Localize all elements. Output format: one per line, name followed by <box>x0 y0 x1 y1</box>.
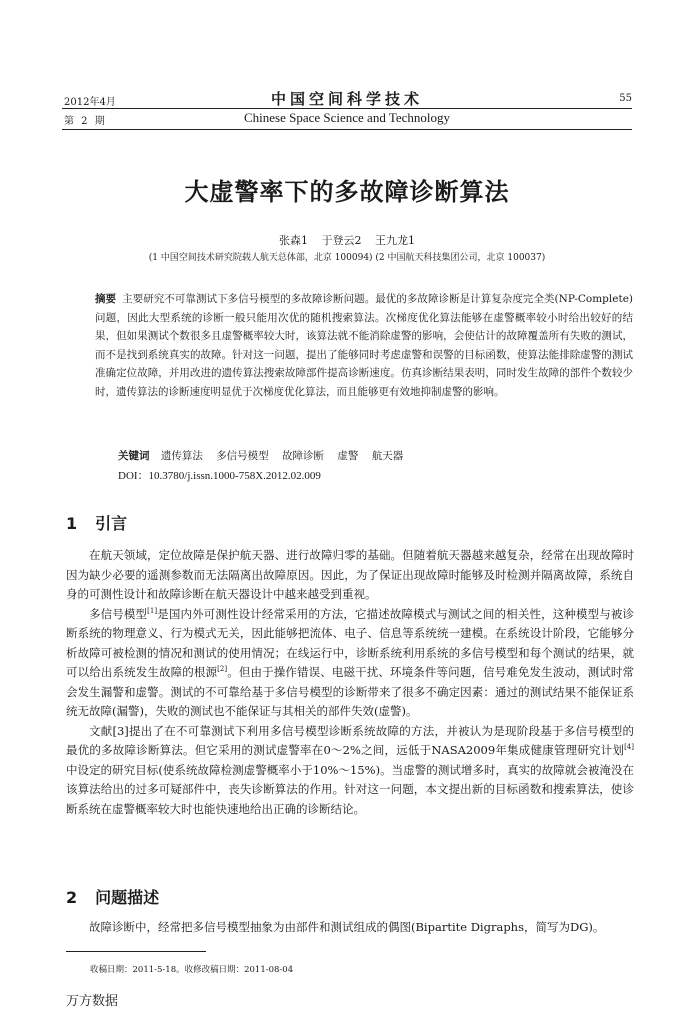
watermark: 万方数据 <box>66 994 119 1009</box>
section-number: 2 <box>66 888 78 907</box>
affiliations: (1 中国空间技术研究院载人航天总体部，北京 100094) (2 中国航天科技集团公司，北京 100037) <box>148 253 546 263</box>
keyword: 多信号模型 <box>216 450 269 462</box>
header-rule <box>62 108 632 109</box>
journal-name-en: Chinese Space Science and Technology <box>243 110 451 125</box>
paragraph: 在航天领域，定位故障是保护航天器、进行故障归零的基础。但随着航天器越来越复杂，经常在出现故障时因为缺少必要的遥测参数而无法隔离出故障原因。因此，为了保证出现故障时能够及时检测并隔离故障，系统自身的可测性设计和故障诊断在航天器设计中越来越受到重视。 <box>66 548 634 601</box>
journal-name-cn: 中国空间科学技术 <box>270 90 423 108</box>
section-number: 1 <box>66 514 78 533</box>
footnote: 收稿日期：2011-5-18。收修改稿日期：2011-08-04 <box>90 965 294 975</box>
footnote-rule <box>66 951 206 952</box>
citation: [4] <box>624 743 634 752</box>
issue-date: 2012年4月 <box>64 97 116 108</box>
section-body <box>66 546 634 819</box>
keyword: 虚警 <box>337 450 359 462</box>
paragraph: 多信号模型[1]是国内外可测性设计经常采用的方法，它描述故障模式与测试之间的相关性，这种模型与被诊断系统的物理意义、行为模式无关，因此能够把流体、电子、信息等系统统一建模。在系统设计阶段，它能够分析故障可被检测的情况和测试的使用情况；在线运行中，诊断系统利用系统的多信号模型和每个测试的结果，就可以给出系统发生故障的根源[2]。但由于操作错误、电磁干扰、环境条件等问题，信号难免发生波动，测试时常会发生漏警和虚警。测试的不可靠给基于多信号模型的诊断带来了很多不确定因素：通过的测试结果不能保证系统无故障(漏警)，失败的测试也不能保证与其相关的部件失效(虚警)。 <box>66 606 635 718</box>
issue-number: 第 2 期 <box>64 116 107 127</box>
paragraph: 文献[3]提出了在不可靠测试下利用多信号模型诊断系统故障的方法，并被认为是现阶段基于多信号模型的最优的多故障诊断算法。但它采用的测试虚警率在0～2%之间，远低于NASA2009年集成健康管理研究计划[4]中设定的研究目标(使系统故障检测虚警概率小于10%～15%)。当虚警的测试增多时，真实的故障就会被淹没在该算法给出的过多可疑部件中，丧失诊断算法的作用。针对这一问题，本文提出新的目标函数和搜索算法，使诊断系统在虚警概率较大时也能快速地给出正确的诊断结论。 <box>66 723 634 816</box>
abstract <box>95 290 633 401</box>
section-title: 引言 <box>95 514 128 533</box>
keyword: 遗传算法 <box>160 450 203 462</box>
abstract-text: 主要研究不可靠测试下多信号模型的多故障诊断问题。最优的多故障诊断是计算复杂度完全类(NP-Complete)问题，因此大型系统的诊断一般只能用次优的随机搜索算法。次梯度优化算法能够在虚警概率较小时给出较好的结果，但如果测试个数很多且虚警概率较大时，该算法就不能消除虚警的影响，会使估计的故障覆盖所有失败的测试，而不是找到系统真实的故障。针对这一问题，提出了能够同时考虑虚警和误警的目标函数，使算法能排除虚警的测试准确定位故障，并用改进的遗传算法搜索故障部件提高诊断速度。仿真诊断结果表明，同时发生故障的部件个数较少时，遗传算法的诊断速度明显优于次梯度优化算法，而且能够更有效地抑制虚警的影响。 <box>95 293 634 398</box>
section-body <box>66 918 634 938</box>
header-rule <box>62 129 632 130</box>
keyword: 故障诊断 <box>282 450 325 462</box>
section-heading <box>66 511 127 534</box>
paper-title: 大虚警率下的多故障诊断算法 <box>184 178 510 206</box>
doi: DOI：10.3780/j.issn.1000-758X.2012.02.009 <box>118 470 321 482</box>
paragraph: 故障诊断中，经常把多信号模型抽象为由部件和测试组成的偶图(Bipartite Digraphs，简写为DG)。 <box>89 920 605 934</box>
page-header <box>62 88 632 130</box>
citation: [1] <box>147 606 158 615</box>
section-title: 问题描述 <box>95 888 160 907</box>
keywords <box>118 448 633 463</box>
citation: [2] <box>217 665 228 674</box>
keywords-label: 关键词 <box>118 450 150 462</box>
keyword: 航天器 <box>371 450 404 462</box>
page-number: 55 <box>619 93 632 104</box>
abstract-label: 摘要 <box>95 293 117 305</box>
authors: 张森1 于登云2 王九龙1 <box>279 234 415 247</box>
section-heading <box>66 885 159 908</box>
